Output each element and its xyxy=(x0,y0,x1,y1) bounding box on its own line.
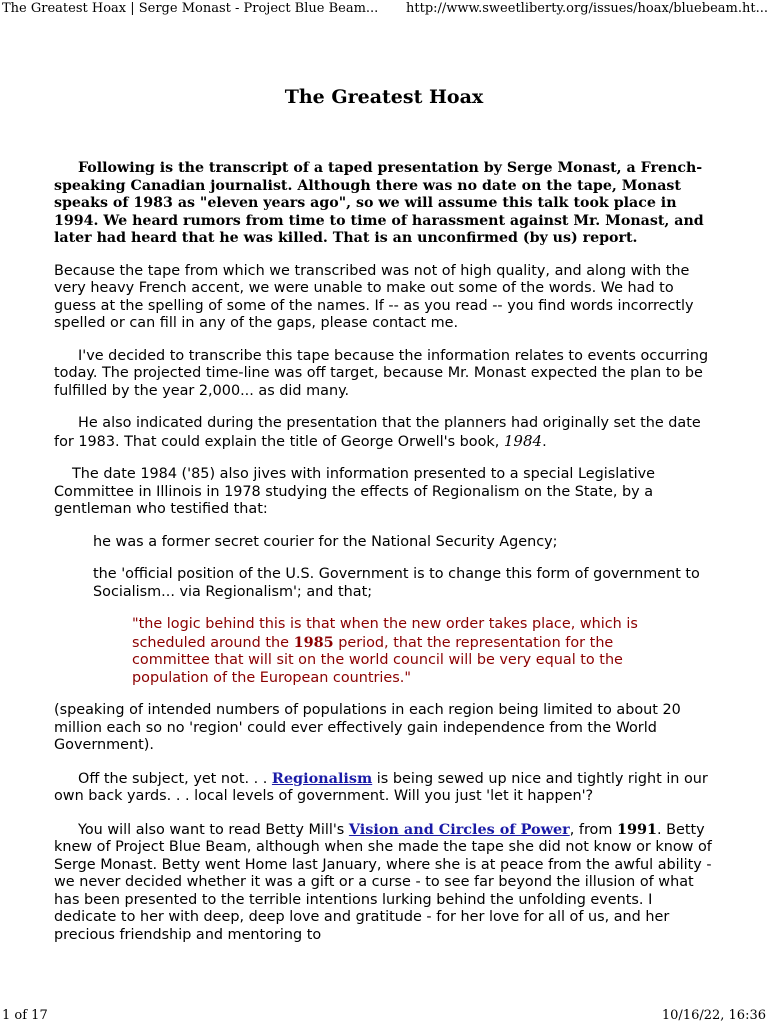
regionalism-text-end: is being sewed up nice and tightly right in our own back yards. . . local levels of government. Will you just 'let it happen'? xyxy=(54,770,708,804)
paragraph-orwell xyxy=(54,415,714,451)
paragraph-transcribe-reason: I've decided to transcribe this tape because the information relates to events occurring today. The projected time-line was off target, because Mr. Monast expected the plan to be fulfilled by the year 2,000... as did many. xyxy=(54,347,709,399)
testimony-socialism: the 'official position of the U.S. Government is to change this form of government to Socialism... via Regionalism'; and that; xyxy=(93,566,700,600)
paragraph-regionalism xyxy=(54,770,714,806)
betty-text: You will also want to read Betty Mill's xyxy=(78,821,349,838)
print-header xyxy=(0,0,768,20)
paragraph-betty-mill xyxy=(54,821,714,945)
quote-text: "the logic behind this is that when the new order takes place, which is scheduled around the xyxy=(132,616,638,651)
orwell-text-end: . xyxy=(542,433,547,450)
vision-circles-link[interactable]: Vision and Circles of Power xyxy=(348,820,570,838)
paragraph-tape-quality: Because the tape from which we transcribed was not of high quality, and along with the very heavy French accent, we were unable to make out some of the words. We had to guess at the spelling of some of the names. If -- as you read -- you find words incorrectly spelled or can fill in any of the gaps, please contact me. xyxy=(54,262,694,331)
regionalism-link[interactable]: Regionalism xyxy=(271,769,373,787)
orwell-book-title: 1984 xyxy=(503,431,543,450)
paragraph-legislative-committee: The date 1984 ('85) also jives with information presented to a special Legislative Committee in Illinois in 1978 studying the effects of Regionalism on the State, by a gentleman who testified that: xyxy=(54,466,656,517)
article-body xyxy=(54,84,714,959)
testimony-quote xyxy=(132,616,654,687)
testimony-courier: he was a former secret courier for the National Security Agency; xyxy=(93,533,558,550)
quote-text-end: period, that the representation for the committee that will sit on the world council will be very equal to the population of the European countries." xyxy=(132,634,623,686)
article-title: The Greatest Hoax xyxy=(284,86,484,108)
betty-year: 1991 xyxy=(616,820,658,838)
betty-text-end: . Betty knew of Project Blue Beam, although when she made the tape she did not know or know of Serge Monast. Betty went Home last January, where she is at peace from the awful ability - we never decided whether it was a gift or a curse - to see far beyond the illusion of what has been presented to the terrible intentions lurking behind the unfolding events. I dedicate to her with deep, deep love and gratitude - for her love for all of us, and her precious friendship and mentoring to xyxy=(54,821,712,943)
print-timestamp: 10/16/22, 16:36 xyxy=(661,1008,766,1023)
orwell-text: He also indicated during the presentation that the planners had originally set the date for 1983. That could explain the title of George Orwell's book, xyxy=(54,415,701,450)
intro-paragraph: Following is the transcript of a taped presentation by Serge Monast, a French-speaking Canadian journalist. Although there was no date on the tape, Monast speaks of 1983 as "eleven years ago", so we will assume this talk took place in 1994. We heard rumors from time to time of harassment against Mr. Monast, and later had heard that he was killed. That is an unconfirmed (by us) report. xyxy=(54,160,704,246)
header-url: http://www.sweetliberty.org/issues/hoax/bluebeam.ht... xyxy=(406,1,768,16)
betty-text-mid: , from xyxy=(569,821,617,838)
page-counter: 1 of 17 xyxy=(2,1008,48,1023)
paragraph-populations: (speaking of intended numbers of populations in each region being limited to about 20 million each so no 'region' could ever effectively gain independence from the World Government). xyxy=(54,702,681,753)
regionalism-text: Off the subject, yet not. . . xyxy=(78,770,272,787)
header-page-title: The Greatest Hoax | Serge Monast - Project Blue Beam... xyxy=(2,1,379,16)
quote-year: 1985 xyxy=(293,633,334,651)
print-footer xyxy=(0,1006,768,1024)
